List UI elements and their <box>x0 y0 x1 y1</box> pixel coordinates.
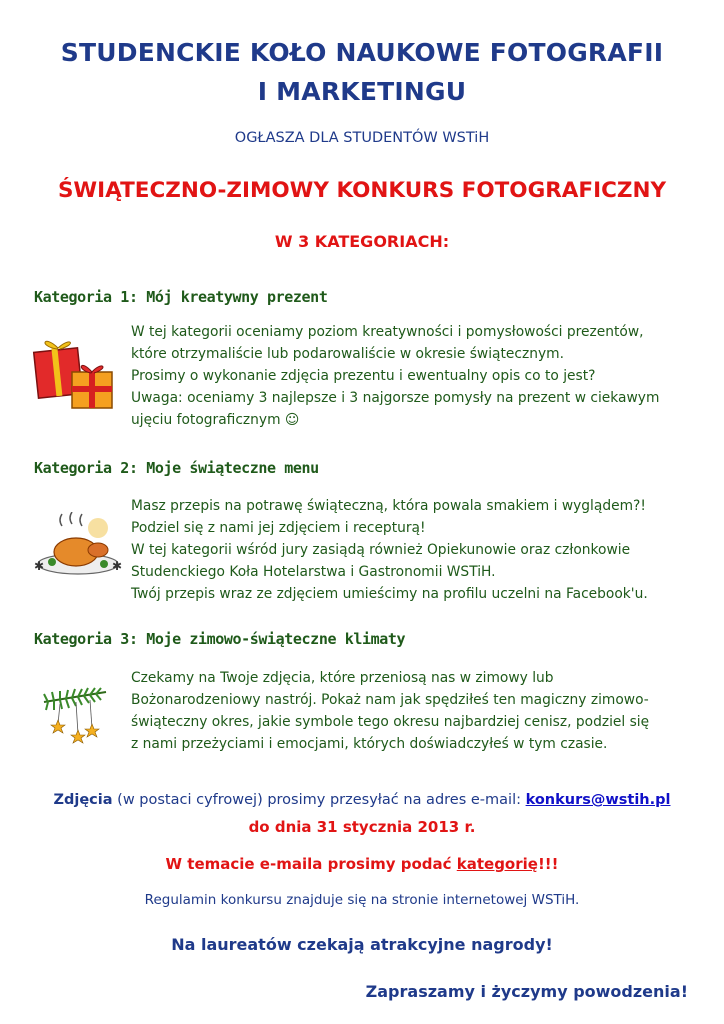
category-2-description <box>131 495 701 605</box>
closing-text: Zapraszamy i życzymy powodzenia! <box>365 982 688 1001</box>
category-3-heading: Kategoria 3: Moje zimowo-świąteczne klimaty <box>34 630 406 648</box>
page-title-line2: I MARKETINGU <box>257 77 467 106</box>
announce-text: OGŁASZA DLA STUDENTÓW WSTiH <box>234 130 490 146</box>
deadline-text: do dnia 31 stycznia 2013 r. <box>248 818 476 836</box>
category-3-line: z nami przeżyciami i emocjami, których doświadczyłeś w tym czasie. <box>131 736 608 752</box>
category-1-line: które otrzymaliście lub podarowaliście w okresie świątecznym. <box>131 346 564 362</box>
subject-word: kategorię <box>456 855 538 873</box>
category-3-line: Czekamy na Twoje zdjęcia, które przeniosą nas w zimowy lub <box>131 670 554 686</box>
category-1-heading: Kategoria 1: Mój kreatywny prezent <box>34 288 328 306</box>
page-title-line1: STUDENCKIE KOŁO NAUKOWE FOTOGRAFII <box>60 38 664 67</box>
categories-count: W 3 KATEGORIACH: <box>274 232 450 251</box>
category-3-description <box>131 667 701 755</box>
category-3-line: Bożonarodzeniowy nastrój. Pokaż nam jak spędziłeś ten magiczny zimowo- <box>131 692 649 708</box>
submission-info <box>0 792 724 808</box>
roast-dish-icon <box>32 512 124 582</box>
gift-icon <box>30 330 122 412</box>
category-2-line: Twój przepis wraz ze zdjęciem umieścimy na profilu uczelni na Facebook'u. <box>131 586 648 602</box>
svg-text:✱: ✱ <box>34 559 45 573</box>
category-1-line: Prosimy o wykonanie zdjęcia prezentu i ewentualny opis co to jest? <box>131 368 596 384</box>
category-1-line: Uwaga: oceniamy 3 najlepsze i 3 najgorsze pomysły na prezent w ciekawym <box>131 390 660 406</box>
photos-rest: (w postaci cyfrowej) prosimy przesyłać na adres e-mail: <box>112 792 526 808</box>
category-1-line: W tej kategorii oceniamy poziom kreatywności i pomysłowości prezentów, <box>131 324 644 340</box>
category-2-line: W tej kategorii wśród jury zasiądą również Opiekunowie oraz członkowie <box>131 542 631 558</box>
prizes-text: Na laureatów czekają atrakcyjne nagrody! <box>171 935 553 954</box>
category-3-line: świąteczny okres, jakie symbole tego okresu najbardziej cenisz, podziel się <box>131 714 650 730</box>
fir-branch-stars-icon <box>40 676 110 756</box>
subject-prefix: W temacie e-maila prosimy podać <box>165 855 457 873</box>
category-1-description <box>131 321 701 431</box>
category-2-line: Podziel się z nami jej zdjęciem i recepturą! <box>131 520 426 536</box>
contest-title: ŚWIĄTECZNO-ZIMOWY KONKURS FOTOGRAFICZNY <box>57 178 667 203</box>
email-link[interactable]: konkurs@wstih.pl <box>525 792 671 808</box>
category-1-line: ujęciu fotograficznym ☺ <box>131 412 300 428</box>
category-2-heading: Kategoria 2: Moje świąteczne menu <box>34 459 319 477</box>
subject-suffix: !!! <box>537 855 559 873</box>
subject-instruction <box>0 855 724 873</box>
svg-text:✱: ✱ <box>112 559 123 573</box>
category-2-line: Studenckiego Koła Hotelarstwa i Gastronomii WSTiH. <box>131 564 496 580</box>
rules-text: Regulamin konkursu znajduje się na stronie internetowej WSTiH. <box>144 892 580 908</box>
category-2-line: Masz przepis na potrawę świąteczną, która powala smakiem i wyglądem?! <box>131 498 646 514</box>
photos-word: Zdjęcia <box>53 792 113 808</box>
